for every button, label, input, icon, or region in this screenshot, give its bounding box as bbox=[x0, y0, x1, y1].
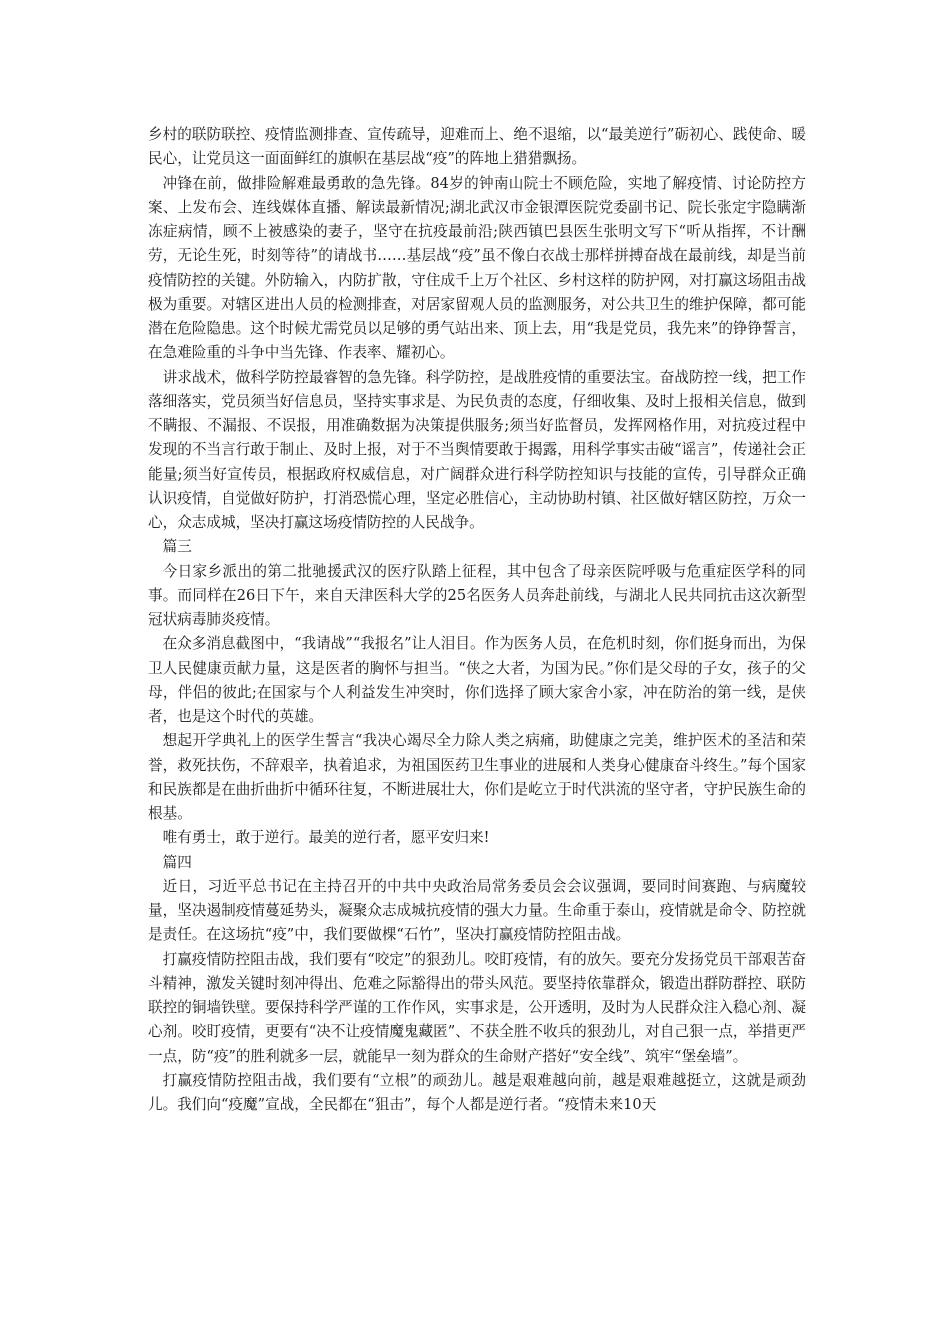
section-heading: 篇三 bbox=[162, 538, 192, 556]
paragraph: 在众多消息截图中，“我请战”“我报名”让人泪目。作为医务人员，在危机时刻，你们挺身而出，为保卫人民健康贡献力量，这是医者的胸怀与担当。“侠之大者，为国为民。”你们是父母的子女，孩子的父母，伴侣的彼此;在国家与个人利益发生冲突时，你们选择了顾大家舍小家，冲在防治的第一线，是侠者，也是这个时代的英雄。 bbox=[148, 635, 806, 725]
paragraph: 打赢疫情防控阻击战，我们要有“咬定”的狠劲儿。咬盯疫情，有的放矢。要充分发扬党员干部艰苦奋斗精神，激发关键时刻冲得出、危难之际豁得出的带头风范。要坚持依靠群众，锻造出群防群控、联防联控的铜墙铁壁。要保持科学严谨的工作作风，实事求是，公开透明，及时为人民群众注入稳心剂、凝心剂。咬盯疫情，更要有“决不让疫情魔鬼藏匿”、不获全胜不收兵的狠劲儿，对自己狠一点，举措更严一点，防“疫”的胜利就多一层，就能早一刻为群众的生命财产搭好“安全线”、筑牢“堡垒墙”。 bbox=[148, 950, 806, 1065]
paragraph: 讲求战术，做科学防控最睿智的急先锋。科学防控，是战胜疫情的重要法宝。奋战防控一线，把工作落细落实，党员须当好信息员，坚持实事求是、为民负责的态度，仔细收集、及时上报相关信息，做到不瞒报、不漏报、不误报，用准确数据为决策提供服务;须当好监督员，发挥网格作用，对抗疫过程中发现的不当言行敢于制止、及时上报，对于不当舆情要敢于揭露，用科学事实击破“谣言”，传递社会正能量;须当好宣传员，根据政府权威信息，对广阔群众进行科学防控知识与技能的宣传，引导群众正确认识疫情，自觉做好防护，打消恐慌心理，坚定必胜信心，主动协助村镇、社区做好辖区防控，万众一心，众志成城，坚决打赢这场疫情防控的人民战争。 bbox=[148, 368, 806, 531]
paragraph-truncated: 打赢疫情防控阻击战，我们要有“立根”的顽劲儿。越是艰难越向前，越是艰难越挺立，这就是顽劲儿。我们向“疫魔”宣战，全民都在“狙击”，每个人都是逆行者。“疫情未来10天 bbox=[148, 1071, 806, 1113]
document-body bbox=[148, 123, 806, 1117]
paragraph: 冲锋在前，做排险解难最勇敢的急先锋。84岁的钟南山院士不顾危险，实地了解疫情、讨论防控方案、上发布会、连线媒体直播、解读最新情况;湖北武汉市金银潭医院党委副书记、院长张定宇隐瞒渐冻症病情，顾不上被感染的妻子，坚守在抗疫最前沿;陕西镇巴县医生张明文写下“听从指挥，不计酬劳，无论生死，时刻等待”的请战书……基层战“疫”虽不像白衣战士那样拼搏奋战在最前线，却是当前疫情防控的关键。外防输入，内防扩散，守住成千上万个社区、乡村这样的防护网，对打赢这场阻击战极为重要。对辖区进出人员的检测排查，对居家留观人员的监测服务，对公共卫生的维护保障，都可能潜在危险隐患。这个时候尤需党员以足够的勇气站出来、顶上去，用“我是党员，我先来”的铮铮誓言，在急难险重的斗争中当先锋、作表率、耀初心。 bbox=[148, 174, 806, 362]
paragraph: 近日，习近平总书记在主持召开的中共中央政治局常务委员会会议强调，要同时间赛跑、与病魔较量，坚决遏制疫情蔓延势头，凝聚众志成城抗疫情的强大力量。生命重于泰山，疫情就是命令、防控就是责任。在这场抗“疫”中，我们要做棵“石竹”，坚决打赢疫情防控阻击战。 bbox=[148, 877, 806, 944]
section-heading: 篇四 bbox=[162, 853, 192, 871]
paragraph: 今日家乡派出的第二批驰援武汉的医疗队踏上征程，其中包含了母亲医院呼吸与危重症医学科的同事。而同样在26日下午，来自天津医科大学的25名医务人员奔赴前线，与湖北人民共同抗击这次新型冠状病毒肺炎疫情。 bbox=[148, 562, 806, 628]
paragraph: 唯有勇士，敢于逆行。最美的逆行者，愿平安归来! bbox=[162, 829, 490, 847]
paragraph-continuation: 乡村的联防联控、疫情监测排查、宣传疏导，迎难而上、绝不退缩，以“最美逆行”砺初心、践使命、暖民心，让党员这一面面鲜红的旗帜在基层战“疫”的阵地上猎猎飘扬。 bbox=[148, 126, 806, 168]
paragraph: 想起开学典礼上的医学生誓言“我决心竭尽全力除人类之病痛，助健康之完美，维护医术的圣洁和荣誉，救死扶伤，不辞艰辛，执着追求，为祖国医药卫生事业的进展和人类身心健康奋斗终生。”每个国家和民族都是在曲折曲折中循环往复，不断进展壮大，你们是屹立于时代洪流的坚守者，守护民族生命的根基。 bbox=[148, 732, 806, 822]
